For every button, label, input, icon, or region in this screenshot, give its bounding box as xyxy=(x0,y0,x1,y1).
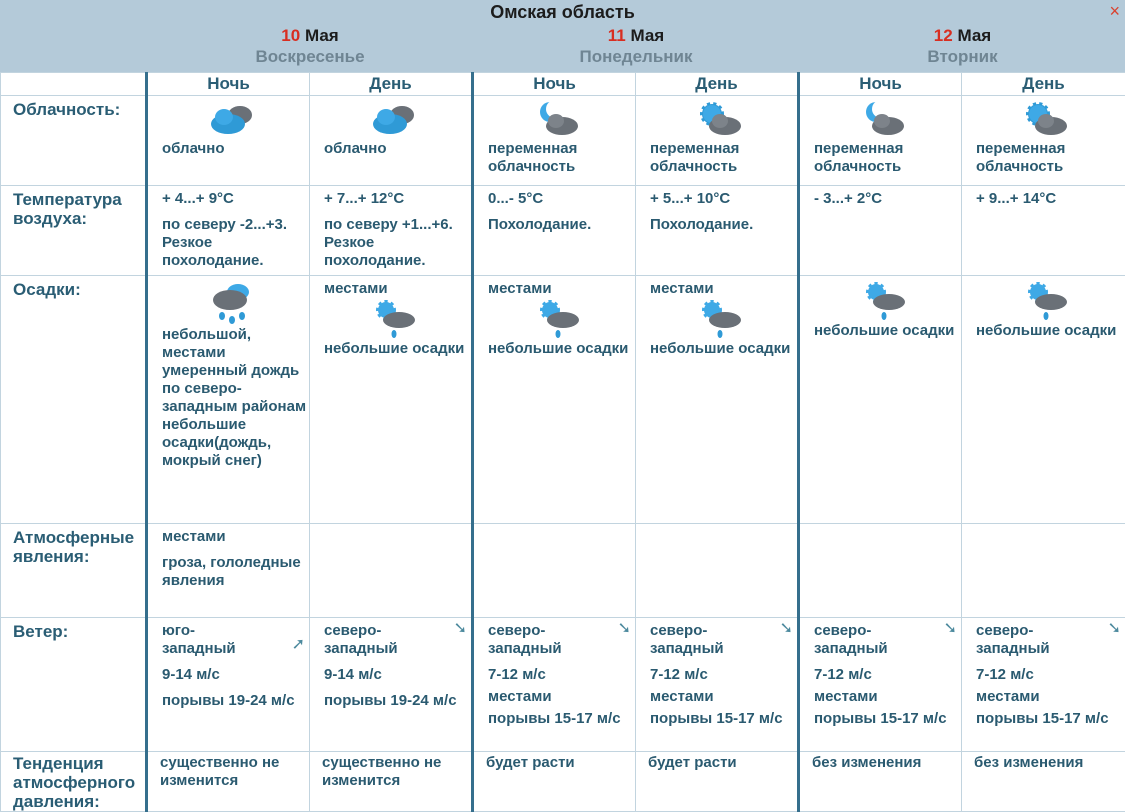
cloud-text: облачно xyxy=(162,140,309,158)
precip-extra: по северо-западным районам небольшие осадки(дождь, мокрый снег) xyxy=(162,380,309,470)
sun-rain-icon xyxy=(370,298,471,340)
row-pressure xyxy=(1,752,1125,812)
period-header: Ночь xyxy=(473,73,636,96)
cloud-text: переменная облачность xyxy=(650,140,797,176)
day-month: Мая xyxy=(630,26,664,45)
wind-arrow-icon: ➘ xyxy=(454,620,467,638)
wind-direction: северо-западный xyxy=(814,622,914,658)
wind-direction: северо-западный xyxy=(488,622,588,658)
cloud-text: переменная облачность xyxy=(814,140,961,176)
cloud-cell xyxy=(147,96,310,186)
temp-cell xyxy=(962,186,1125,276)
precip-cell xyxy=(799,276,962,524)
row-label-pressure: Тенденция атмосферного давления: xyxy=(1,752,147,812)
precip-text: небольшие осадки xyxy=(488,340,635,358)
day-weekday: Вторник xyxy=(800,46,1125,68)
sun-rain-icon xyxy=(1022,280,1125,322)
day-number: 12 xyxy=(934,26,953,45)
wind-cell xyxy=(473,618,636,752)
wind-local: местами xyxy=(488,688,635,706)
day-header-1 xyxy=(148,26,472,68)
forecast-header xyxy=(0,0,1125,72)
temp-cell xyxy=(799,186,962,276)
wind-cell xyxy=(310,618,473,752)
temp-value: + 9...+ 14°C xyxy=(976,190,1125,208)
wind-speed: 7-12 м/с xyxy=(488,666,635,684)
pressure-cell: существенно не изменится xyxy=(147,752,310,812)
phen-local: местами xyxy=(162,528,309,546)
day-weekday: Воскресенье xyxy=(148,46,472,68)
cloudy-icon xyxy=(208,100,309,140)
wind-arrow-icon: ➘ xyxy=(1108,620,1121,638)
precip-text: небольшие осадки xyxy=(814,322,961,340)
temp-note: по северу +1...+6. Резкое похолодание. xyxy=(324,216,471,270)
cloud-cell xyxy=(962,96,1125,186)
sun-rain-icon xyxy=(860,280,961,322)
day-month: Мая xyxy=(957,26,991,45)
row-wind xyxy=(1,618,1125,752)
precip-local: местами xyxy=(488,280,635,298)
period-header: День xyxy=(636,73,799,96)
wind-arrow-icon: ➘ xyxy=(780,620,793,638)
cloud-text: облачно xyxy=(324,140,471,158)
precip-cell xyxy=(636,276,799,524)
wind-direction: юго-западный xyxy=(162,622,262,658)
rain-cloud-icon xyxy=(208,280,309,326)
wind-speed: 7-12 м/с xyxy=(650,666,797,684)
wind-arrow-icon: ➘ xyxy=(618,620,631,638)
wind-cell xyxy=(147,618,310,752)
temp-note: по северу -2...+3. Резкое похолодание. xyxy=(162,216,309,270)
moon-cloud-icon xyxy=(860,100,961,140)
row-label-wind: Ветер: xyxy=(1,618,147,752)
sun-cloud-icon xyxy=(696,100,797,140)
wind-gusts: порывы 15-17 м/с xyxy=(650,710,797,728)
pressure-cell: будет расти xyxy=(636,752,799,812)
day-weekday: Понедельник xyxy=(474,46,798,68)
row-label-clouds: Облачность: xyxy=(1,96,147,186)
cloudy-icon xyxy=(370,100,471,140)
wind-gusts: порывы 19-24 м/с xyxy=(324,692,471,710)
wind-arrow-icon: ➚ xyxy=(292,636,305,654)
cloud-text: переменная облачность xyxy=(488,140,635,176)
temp-value: + 4...+ 9°C xyxy=(162,190,309,208)
precip-local: местами xyxy=(650,280,797,298)
period-header: Ночь xyxy=(799,73,962,96)
wind-direction: северо-западный xyxy=(976,622,1076,658)
sun-rain-icon xyxy=(696,298,797,340)
temp-note: Похолодание. xyxy=(650,216,797,234)
wind-local: местами xyxy=(976,688,1125,706)
wind-arrow-icon: ➘ xyxy=(944,620,957,638)
wind-speed: 9-14 м/с xyxy=(162,666,309,684)
temp-cell xyxy=(636,186,799,276)
phen-cell xyxy=(473,524,636,618)
row-phenomena xyxy=(1,524,1125,618)
day-number: 10 xyxy=(281,26,300,45)
temp-cell xyxy=(473,186,636,276)
day-header-3 xyxy=(800,26,1125,68)
temp-value: + 7...+ 12°C xyxy=(324,190,471,208)
precip-local: местами xyxy=(324,280,471,298)
region-title: Омская область xyxy=(0,2,1125,23)
wind-direction: северо-западный xyxy=(324,622,424,658)
period-header: День xyxy=(310,73,473,96)
precip-cell xyxy=(962,276,1125,524)
cloud-cell xyxy=(636,96,799,186)
close-icon[interactable]: × xyxy=(1109,1,1120,22)
pressure-cell: будет расти xyxy=(473,752,636,812)
pressure-cell: без изменения xyxy=(962,752,1125,812)
phen-cell xyxy=(799,524,962,618)
moon-cloud-icon xyxy=(534,100,635,140)
temp-value: 0...- 5°C xyxy=(488,190,635,208)
phen-cell xyxy=(147,524,310,618)
wind-gusts: порывы 19-24 м/с xyxy=(162,692,309,710)
forecast-table xyxy=(0,72,1125,812)
cloud-cell xyxy=(310,96,473,186)
pressure-cell: без изменения xyxy=(799,752,962,812)
corner-cell xyxy=(1,73,147,96)
precip-cell xyxy=(473,276,636,524)
precip-text: небольшие осадки xyxy=(976,322,1125,340)
wind-speed: 9-14 м/с xyxy=(324,666,471,684)
pressure-cell: существенно не изменится xyxy=(310,752,473,812)
wind-local: местами xyxy=(814,688,961,706)
sun-rain-icon xyxy=(534,298,635,340)
phen-cell xyxy=(962,524,1125,618)
temp-value: - 3...+ 2°C xyxy=(814,190,961,208)
wind-direction: северо-западный xyxy=(650,622,750,658)
temp-cell xyxy=(310,186,473,276)
row-label-phenomena: Атмосферные явления: xyxy=(1,524,147,618)
wind-gusts: порывы 15-17 м/с xyxy=(976,710,1125,728)
wind-local: местами xyxy=(650,688,797,706)
row-label-temperature: Температура воздуха: xyxy=(1,186,147,276)
temp-cell xyxy=(147,186,310,276)
temp-value: + 5...+ 10°C xyxy=(650,190,797,208)
period-header-row xyxy=(1,73,1125,96)
wind-cell xyxy=(799,618,962,752)
phen-text: гроза, гололедные явления xyxy=(162,554,309,590)
wind-speed: 7-12 м/с xyxy=(814,666,961,684)
precip-text: небольшие осадки xyxy=(324,340,471,358)
period-header: Ночь xyxy=(147,73,310,96)
temp-note: Похолодание. xyxy=(488,216,635,234)
precip-cell xyxy=(310,276,473,524)
period-header: День xyxy=(962,73,1125,96)
wind-cell xyxy=(636,618,799,752)
phen-cell xyxy=(636,524,799,618)
cloud-text: переменная облачность xyxy=(976,140,1125,176)
wind-cell xyxy=(962,618,1125,752)
row-precipitation xyxy=(1,276,1125,524)
row-label-precipitation: Осадки: xyxy=(1,276,147,524)
wind-speed: 7-12 м/с xyxy=(976,666,1125,684)
precip-text: небольшой, местами умеренный дождь xyxy=(162,326,309,380)
precip-cell xyxy=(147,276,310,524)
sun-cloud-icon xyxy=(1022,100,1125,140)
wind-gusts: порывы 15-17 м/с xyxy=(488,710,635,728)
phen-cell xyxy=(310,524,473,618)
wind-gusts: порывы 15-17 м/с xyxy=(814,710,961,728)
cloud-cell xyxy=(473,96,636,186)
day-header-2 xyxy=(474,26,798,68)
precip-text: небольшие осадки xyxy=(650,340,797,358)
day-number: 11 xyxy=(608,26,626,45)
row-clouds xyxy=(1,96,1125,186)
row-temperature xyxy=(1,186,1125,276)
cloud-cell xyxy=(799,96,962,186)
day-month: Мая xyxy=(305,26,339,45)
